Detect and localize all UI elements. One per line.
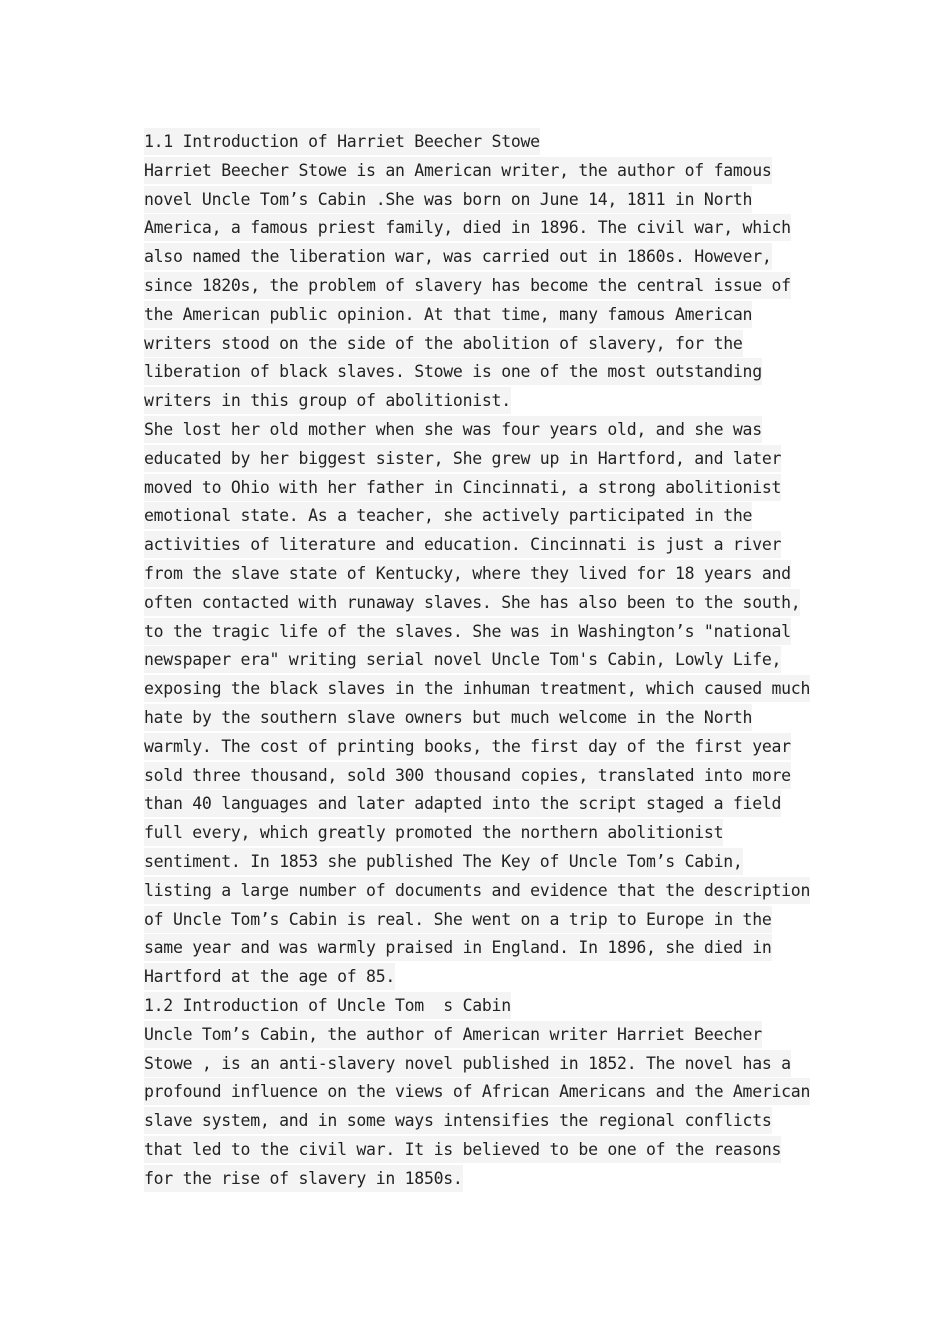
text-line <box>144 1021 824 1050</box>
text-line <box>144 502 824 531</box>
text-line <box>144 358 824 387</box>
line-text: writers stood on the side of the abolition of slavery, for the <box>144 330 743 357</box>
text-line <box>144 819 824 848</box>
line-text: also named the liberation war, was carried out in 1860s. However, <box>144 243 772 270</box>
text-line <box>144 560 824 589</box>
line-text: Harriet Beecher Stowe is an American writer, the author of famous <box>144 157 772 184</box>
text-line <box>144 301 824 330</box>
text-line <box>144 445 824 474</box>
document-body <box>144 128 824 1193</box>
text-line <box>144 157 824 186</box>
line-text: listing a large number of documents and evidence that the description <box>144 877 810 904</box>
line-text: often contacted with runaway slaves. She has also been to the south, <box>144 589 800 616</box>
line-text: from the slave state of Kentucky, where they lived for 18 years and <box>144 560 791 587</box>
line-text: 1.1 Introduction of Harriet Beecher Stowe <box>144 128 540 155</box>
line-text: novel Uncle Tom’s Cabin .She was born on June 14, 1811 in North <box>144 186 752 213</box>
line-text: She lost her old mother when she was four years old, and she was <box>144 416 762 443</box>
text-line <box>144 589 824 618</box>
line-text: slave system, and in some ways intensifies the regional conflicts <box>144 1107 772 1134</box>
line-text: of Uncle Tom’s Cabin is real. She went on a trip to Europe in the <box>144 906 772 933</box>
text-line <box>144 474 824 503</box>
line-text: exposing the black slaves in the inhuman treatment, which caused much <box>144 675 810 702</box>
line-text: Hartford at the age of 85. <box>144 963 395 990</box>
line-text: than 40 languages and later adapted into the script staged a field <box>144 790 781 817</box>
text-line <box>144 848 824 877</box>
text-line <box>144 272 824 301</box>
text-line <box>144 790 824 819</box>
text-line <box>144 387 824 416</box>
text-line <box>144 762 824 791</box>
text-line <box>144 733 824 762</box>
line-text: since 1820s, the problem of slavery has become the central issue of <box>144 272 791 299</box>
text-line <box>144 416 824 445</box>
text-line <box>144 934 824 963</box>
text-line <box>144 963 824 992</box>
text-line <box>144 1136 824 1165</box>
line-text: for the rise of slavery in 1850s. <box>144 1165 463 1192</box>
line-text: educated by her biggest sister, She grew up in Hartford, and later <box>144 445 781 472</box>
line-text: Stowe , is an anti-slavery novel published in 1852. The novel has a <box>144 1050 791 1077</box>
text-line <box>144 330 824 359</box>
text-line <box>144 906 824 935</box>
text-line <box>144 646 824 675</box>
line-text: newspaper era" writing serial novel Uncle Tom's Cabin, Lowly Life, <box>144 646 781 673</box>
section-heading <box>144 128 824 157</box>
text-line <box>144 243 824 272</box>
text-line <box>144 1078 824 1107</box>
section-heading <box>144 992 824 1021</box>
line-text: full every, which greatly promoted the northern abolitionist <box>144 819 723 846</box>
text-line <box>144 531 824 560</box>
text-line <box>144 877 824 906</box>
text-line <box>144 214 824 243</box>
line-text: hate by the southern slave owners but much welcome in the North <box>144 704 752 731</box>
line-text: sentiment. In 1853 she published The Key of Uncle Tom’s Cabin, <box>144 848 743 875</box>
line-text: America, a famous priest family, died in 1896. The civil war, which <box>144 214 791 241</box>
line-text: activities of literature and education. Cincinnati is just a river <box>144 531 781 558</box>
line-text: to the tragic life of the slaves. She was in Washington’s "national <box>144 618 791 645</box>
text-line <box>144 1165 824 1194</box>
line-text: moved to Ohio with her father in Cincinnati, a strong abolitionist <box>144 474 781 501</box>
line-text: emotional state. As a teacher, she actively participated in the <box>144 502 752 529</box>
line-text: warmly. The cost of printing books, the first day of the first year <box>144 733 791 760</box>
text-line <box>144 1050 824 1079</box>
line-text: the American public opinion. At that time, many famous American <box>144 301 752 328</box>
line-text: liberation of black slaves. Stowe is one of the most outstanding <box>144 358 762 385</box>
text-line <box>144 1107 824 1136</box>
line-text: Uncle Tom’s Cabin, the author of American writer Harriet Beecher <box>144 1021 762 1048</box>
line-text: same year and was warmly praised in England. In 1896, she died in <box>144 934 772 961</box>
text-line <box>144 675 824 704</box>
line-text: profound influence on the views of African Americans and the American <box>144 1078 810 1105</box>
text-line <box>144 186 824 215</box>
line-text: sold three thousand, sold 300 thousand copies, translated into more <box>144 762 791 789</box>
line-text: that led to the civil war. It is believed to be one of the reasons <box>144 1136 781 1163</box>
text-line <box>144 704 824 733</box>
text-line <box>144 618 824 647</box>
line-text: writers in this group of abolitionist. <box>144 387 511 414</box>
line-text: 1.2 Introduction of Uncle Tom s Cabin <box>144 992 511 1019</box>
